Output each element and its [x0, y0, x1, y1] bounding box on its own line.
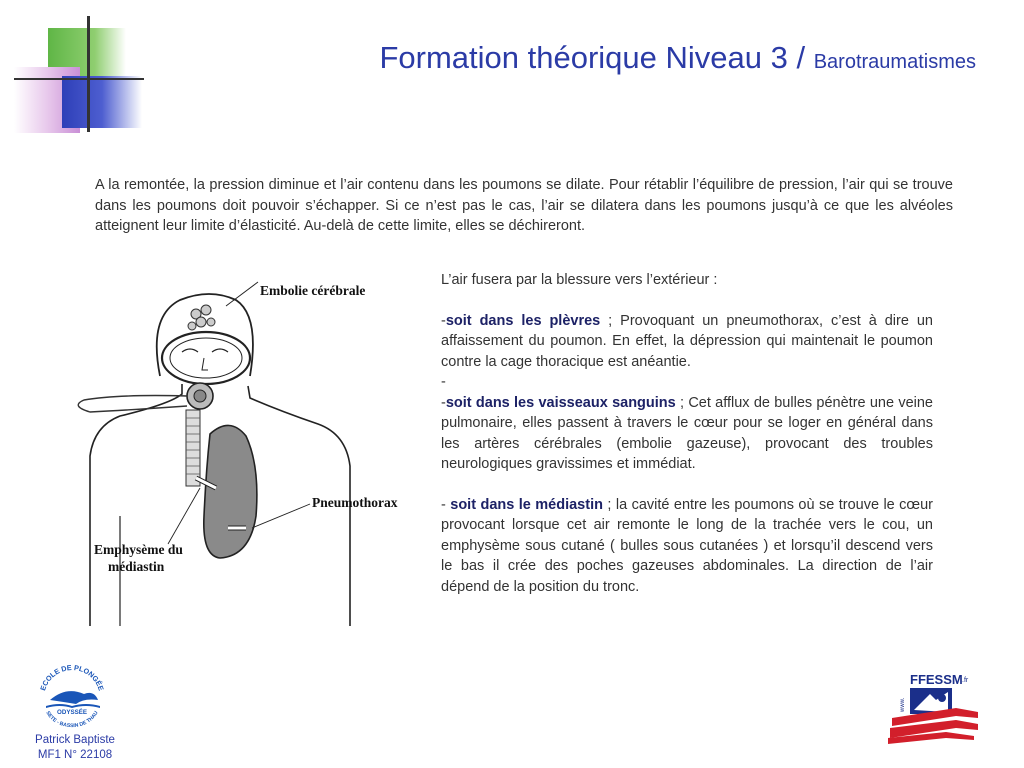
diver-drawing [60, 266, 420, 628]
logo-right-tld: .fr [962, 677, 969, 684]
author-name: Patrick Baptiste [35, 734, 115, 746]
svg-text:ECOLE DE PLONGÉE [38, 663, 106, 692]
item-plevres [441, 311, 933, 373]
page-title [379, 40, 976, 76]
item-mediastin-bold: soit dans le médiastin [450, 496, 603, 513]
spacer [441, 475, 933, 495]
right-column [441, 270, 933, 597]
diver-illustration [60, 266, 420, 628]
item-mediastin-text: ; la cavité entre les poumons où se trouve le cœur provocant lorsque cet air remonte le long de la trachée vers le cou, un emphysème sous cutané ( bulles sous cutanées ) et lorsqu’il descend vers le bas il crée des poches gazeuses abdominales. La direction de l’air dépend de la position du tronc. [441, 496, 933, 595]
item-plevres-text: ; Provoquant un pneumothorax, c’est à dire un affaissement du poumon. En effet, la dépression qui maintenait le poumon contre la cage thoracique est anéantie. [441, 312, 933, 370]
logo-left-mid-text: ODYSSÉE [57, 709, 87, 716]
item-mediastin [441, 495, 933, 598]
item-plevres-bold: soit dans les plèvres [445, 312, 601, 329]
title-main: Formation théorique Niveau 3 / [379, 40, 806, 75]
odyssee-logo [36, 660, 108, 730]
title-sub: Barotraumatismes [813, 51, 976, 73]
intro-paragraph: A la remontée, la pression diminue et l’air contenu dans les poumons se dilate. Pour rétablir l’équilibre de pression, l’air qui se trouve dans les poumons doit pouvoir s’échapper. Si ce n’est pas le cas, l’air se dilatera dans les poumons jusqu’à ce que les alvéoles atteignent leur limite d’élasticité. Au-delà de cette limite, elles se déchireront. [95, 177, 953, 234]
ffessm-logo-drawing [886, 668, 982, 744]
label-pneumothorax: Pneumothorax [312, 495, 398, 510]
label-emphyseme-1: Emphysème du [94, 542, 183, 557]
decor-blue-square [62, 76, 142, 128]
label-emphyseme-2: médiastin [108, 559, 165, 574]
decor-vertical-line [87, 16, 90, 132]
spacer [441, 291, 933, 311]
author-id: MF1 N° 22108 [37, 749, 113, 761]
odyssee-logo-drawing [36, 660, 108, 730]
label-embolie: Embolie cérébrale [260, 283, 366, 298]
author-block [20, 733, 130, 763]
logo-right-text: FFESSM [910, 672, 963, 687]
lead-text: L’air fusera par la blessure vers l’extérieur : [441, 272, 718, 288]
item-vaisseaux-text: ; Cet afflux de bulles pénètre une veine pulmonaire, elles passent à travers le cœur pour se loger en général dans les artères cérébrales (embolie gazeuse), provocant des troubles neurologiques gravissimes et immédiat. [441, 394, 933, 472]
item-dash: - [441, 374, 446, 390]
logo-left-bottom-text: SETE - BASSIN DE THAU [44, 710, 100, 730]
item-vaisseaux-bold: soit dans les vaisseaux sanguins [445, 394, 676, 411]
item-plevres-prefix: - [441, 312, 446, 329]
item-vaisseaux [441, 393, 933, 475]
decor-horizontal-line [14, 78, 144, 80]
item-mediastin-prefix: - [441, 496, 451, 513]
logo-right-www: www. [900, 697, 906, 712]
item-vaisseaux-prefix: - [441, 394, 446, 411]
logo-left-top-text: ECOLE DE PLONGÉE [38, 662, 106, 692]
ffessm-logo [886, 668, 982, 744]
